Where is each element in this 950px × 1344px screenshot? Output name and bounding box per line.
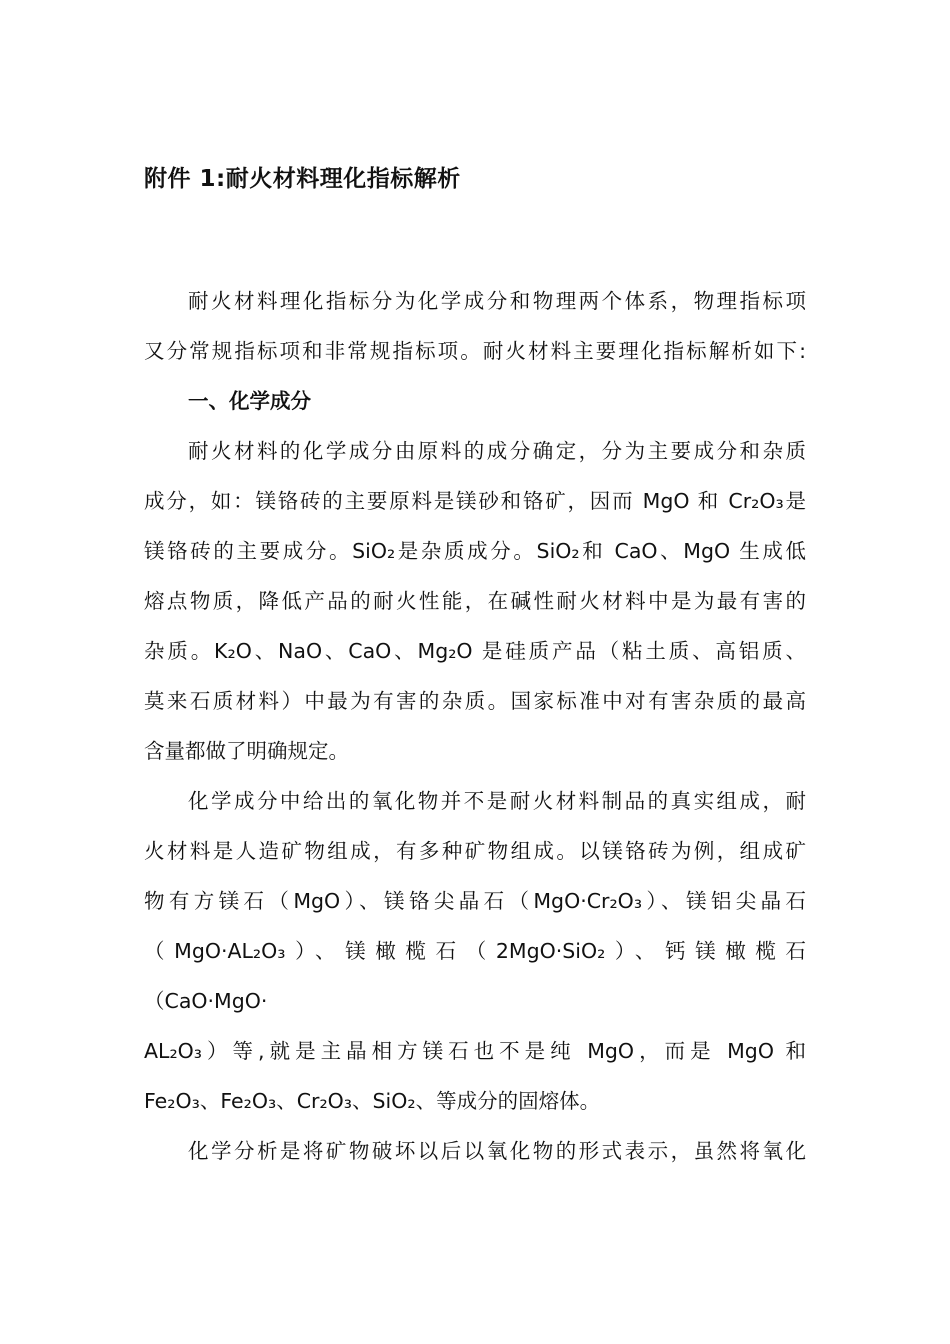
paragraph-line: 耐火材料的化学成分由原料的成分确定，分为主要成分和杂质 [188,439,806,463]
paragraph-line: （MgO·AL₂O₃）、镁橄榄石（2MgO·SiO₂）、钙镁橄榄石 [144,939,806,963]
paragraph-line: 莫来石质材料）中最为有害的杂质。国家标准中对有害杂质的最高 [144,689,806,713]
paragraph-line: AL₂O₃）等,就是主晶相方镁石也不是纯 MgO，而是 MgO 和 [144,1039,806,1063]
paragraph-line: 耐火材料理化指标分为化学成分和物理两个体系，物理指标项 [188,289,806,313]
paragraph-line: 杂质。K₂O、NaO、CaO、Mg₂O 是硅质产品（粘土质、高铝质、 [144,639,806,663]
paragraph-line: 熔点物质，降低产品的耐火性能，在碱性耐火材料中是为最有害的 [144,589,806,613]
document-title: 附件 1:耐火材料理化指标解析 [144,166,461,192]
paragraph-line: 物有方镁石（MgO）、镁铬尖晶石（MgO·Cr₂O₃）、镁铝尖晶石 [144,889,806,913]
paragraph-line: 成分，如：镁铬砖的主要原料是镁砂和铬矿，因而 MgO 和 Cr₂O₃是 [144,489,806,513]
paragraph-line: 又分常规指标项和非常规指标项。耐火材料主要理化指标解析如下: [144,339,806,363]
paragraph-line: 火材料是人造矿物组成，有多种矿物组成。以镁铬砖为例，组成矿 [144,839,806,863]
paragraph-line: （CaO·MgO· [144,989,268,1013]
paragraph-line: 镁铬砖的主要成分。SiO₂是杂质成分。SiO₂和 CaO、MgO 生成低 [144,539,806,563]
paragraph-line: 化学分析是将矿物破坏以后以氧化物的形式表示，虽然将氧化 [188,1139,806,1163]
section-heading: 一、化学成分 [188,389,311,413]
paragraph-line: 化学成分中给出的氧化物并不是耐火材料制品的真实组成，耐 [188,789,806,813]
paragraph-line: 含量都做了明确规定。 [144,739,349,763]
paragraph-line: Fe₂O₃、Fe₂O₃、Cr₂O₃、SiO₂、等成分的固熔体。 [144,1089,601,1113]
